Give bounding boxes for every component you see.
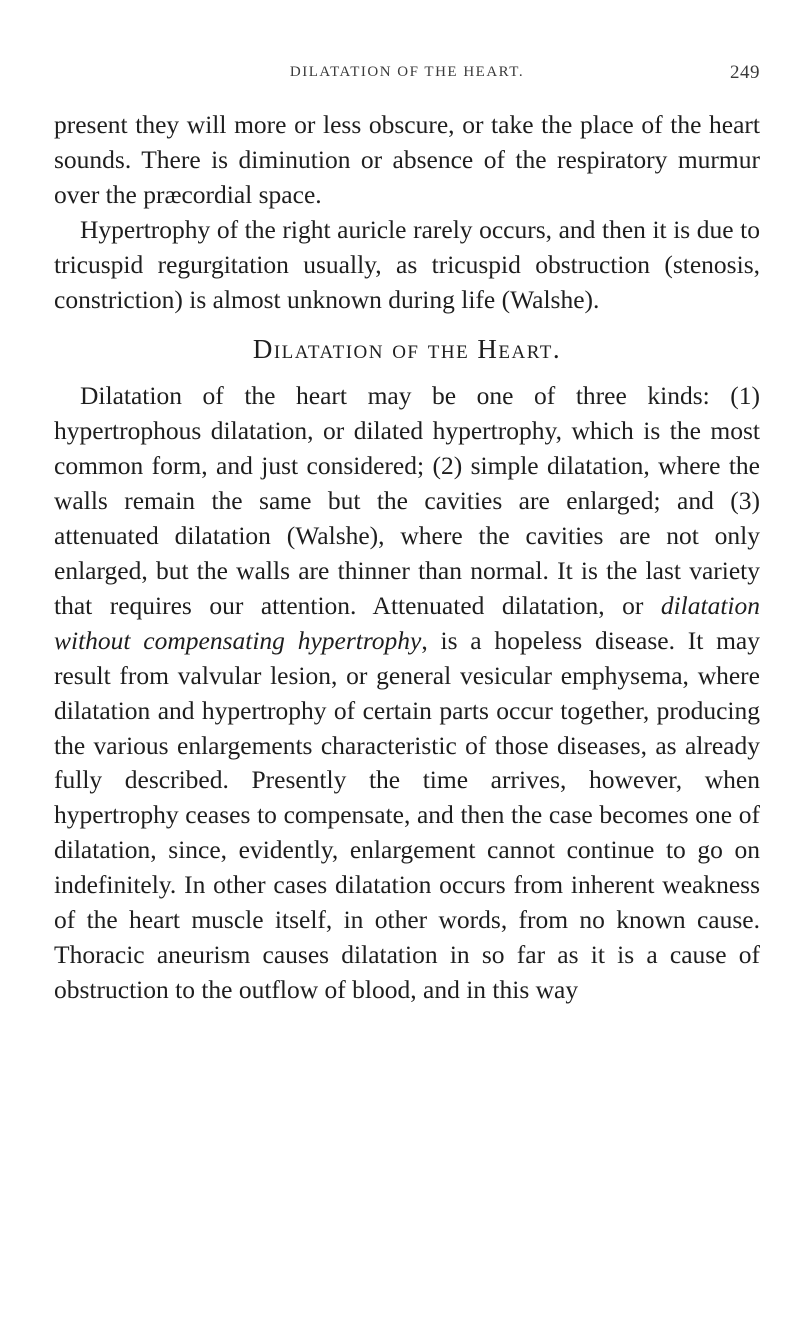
running-title: DILATATION OF THE HEART. [289, 64, 525, 80]
paragraph-text-start: Dilatation of the heart may be one of three kinds: (1) hypertrophous dilatation, or dilated hypertrophy, which is the most common form, and just considered; (2) simple dilatation, where the walls remain the same but the cavities are enlarged; and (3) attenuated dilatation (Walshe), where the cavities are not only enlarged, but the walls are thinner than normal. It is the last variety that requires our attention. Attenuated dilatation, or [54, 381, 760, 620]
paragraph-text-end: , is a hopeless disease. It may result from valvular lesion, or general vesicular emphysema, where dilatation and hypertrophy of certain parts occur together, producing the various enlargements characteristic of those diseases, as already fully described. Presently the time arrives, however, when hypertrophy ceases to compensate, and then the case becomes one of dilatation, since, evidently, enlargement cannot continue to go on indefinitely. In other cases dilatation occurs from inherent weakness of the heart muscle itself, in other words, from no known cause. Thoracic aneurism causes dilatation in so far as it is a cause of obstruction to the outflow of blood, and in this way [54, 625, 760, 1004]
paragraph-right-auricle: Hypertrophy of the right auricle rarely occurs, and then it is due to tricuspid regurgitation usually, as tricuspid obstruction (stenosis, constriction) is almost unknown during life (Walshe). [54, 214, 760, 314]
body-text [54, 108, 760, 1008]
paragraph-dilatation-kinds [54, 379, 760, 1007]
page-number: 249 [730, 62, 760, 83]
running-header [54, 62, 760, 86]
paragraph-continuation: present they will more or less obscure, or take the place of the heart sounds. There is diminution or absence of the respiratory murmur over the præcordial space. [54, 110, 760, 209]
italic-phrase: dilatation without compensating hypertrophy [54, 590, 760, 655]
section-heading: Dilatation of the Heart. [252, 334, 562, 365]
